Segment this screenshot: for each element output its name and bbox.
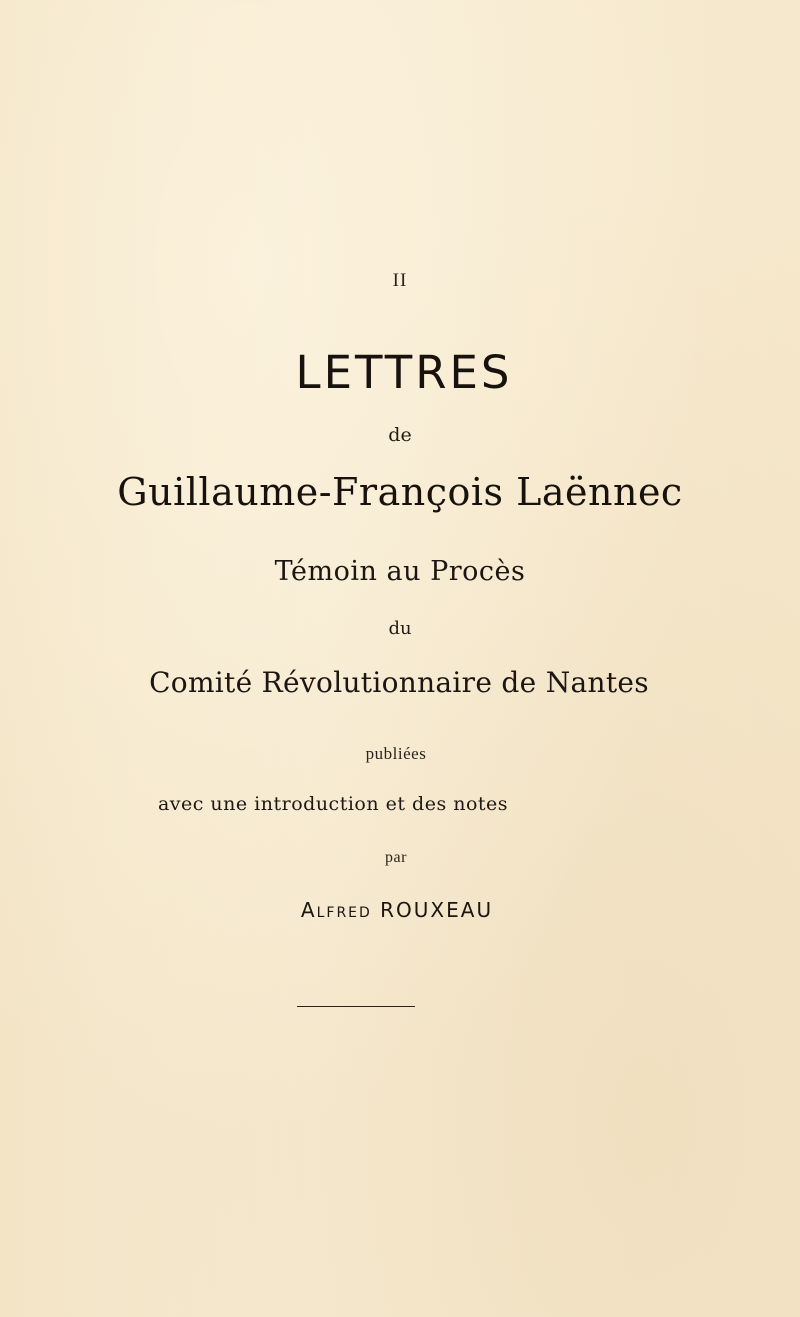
horizontal-rule (297, 1006, 415, 1007)
witness-line: Témoin au Procès (274, 556, 526, 587)
published-label: publiées (365, 744, 427, 763)
main-title: LETTRES (295, 346, 513, 399)
connector-du: du (388, 618, 412, 639)
editor-name: Alfred ROUXEAU (300, 898, 494, 922)
committee-name: Comité Révolutionnaire de Nantes (149, 666, 649, 699)
introduction-line: avec une introduction et des notes (157, 793, 509, 815)
connector-par: par (385, 849, 407, 866)
connector-de: de (388, 424, 412, 446)
volume-numeral: II (392, 270, 408, 291)
author-name: Guillaume-François Laënnec (117, 470, 683, 514)
